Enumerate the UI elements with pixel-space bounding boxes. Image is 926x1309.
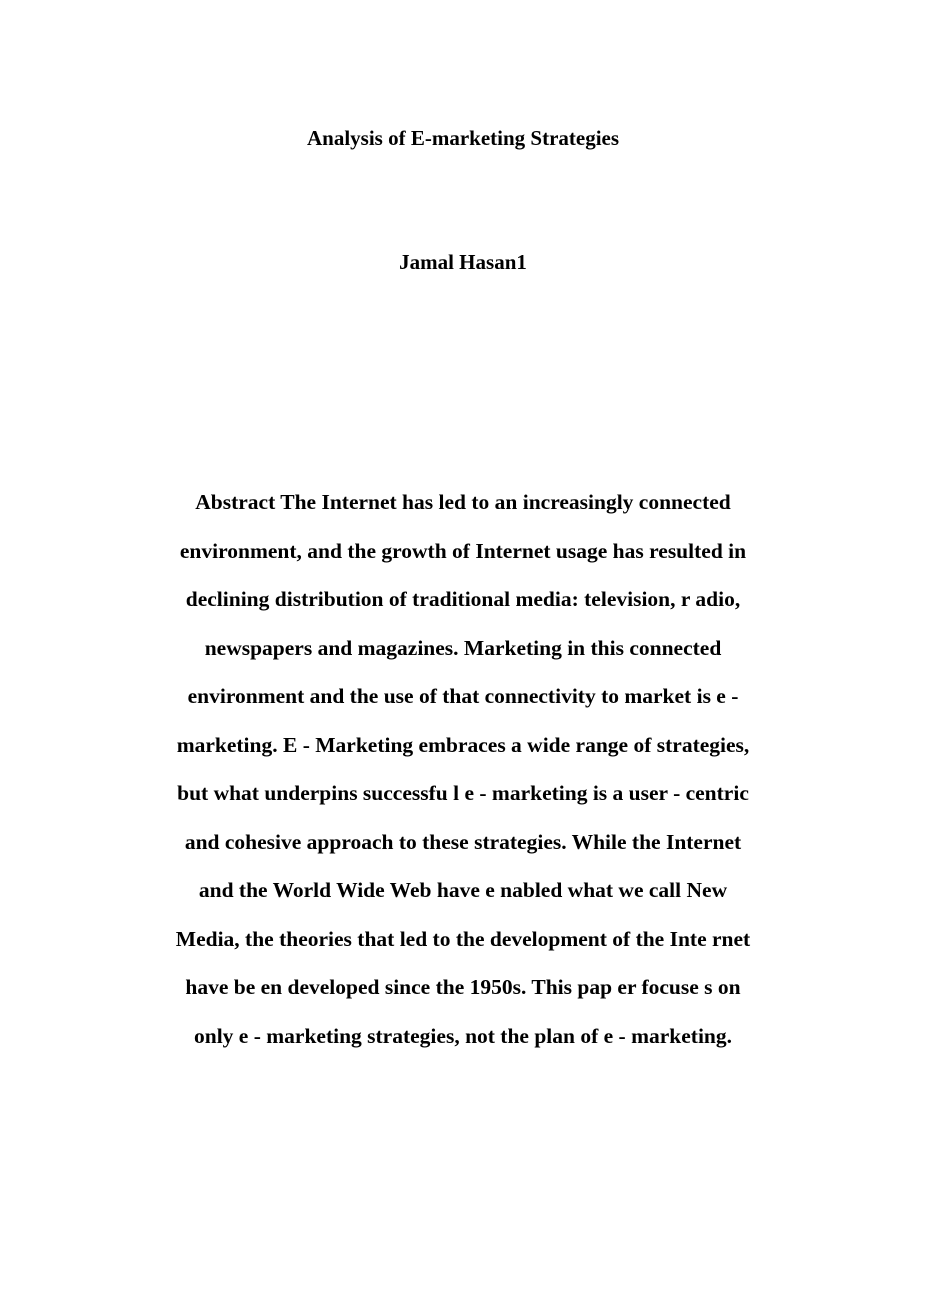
abstract-line: newspapers and magazines. Marketing in this connected [204, 635, 722, 660]
abstract-line: marketing. E - Marketing embraces a wide range of strategies, [176, 732, 750, 757]
abstract [0, 484, 926, 1066]
abstract-line: have be en developed since the 1950s. This pap er focuse s on [185, 975, 741, 999]
paper-title: Analysis of E-marketing Strategies [306, 126, 620, 150]
abstract-line: only e - marketing strategies, not the plan of e - marketing. [193, 1023, 733, 1048]
abstract-line: and cohesive approach to these strategies. While the Internet [184, 829, 742, 854]
author-name: Jamal Hasan1 [399, 250, 527, 274]
abstract-line: Abstract The Internet has led to an increasingly connected [195, 490, 731, 514]
abstract-line: but what underpins successfu l e - marketing is a user - centric [177, 781, 749, 805]
abstract-line: and the World Wide Web have e nabled what we call New [198, 878, 728, 902]
abstract-line: declining distribution of traditional media: television, r adio, [185, 587, 741, 611]
abstract-line: environment and the use of that connectivity to market is e - [187, 684, 739, 708]
abstract-line: environment, and the growth of Internet usage has resulted in [179, 538, 747, 563]
abstract-line: Media, the theories that led to the development of the Inte rnet [175, 926, 751, 951]
